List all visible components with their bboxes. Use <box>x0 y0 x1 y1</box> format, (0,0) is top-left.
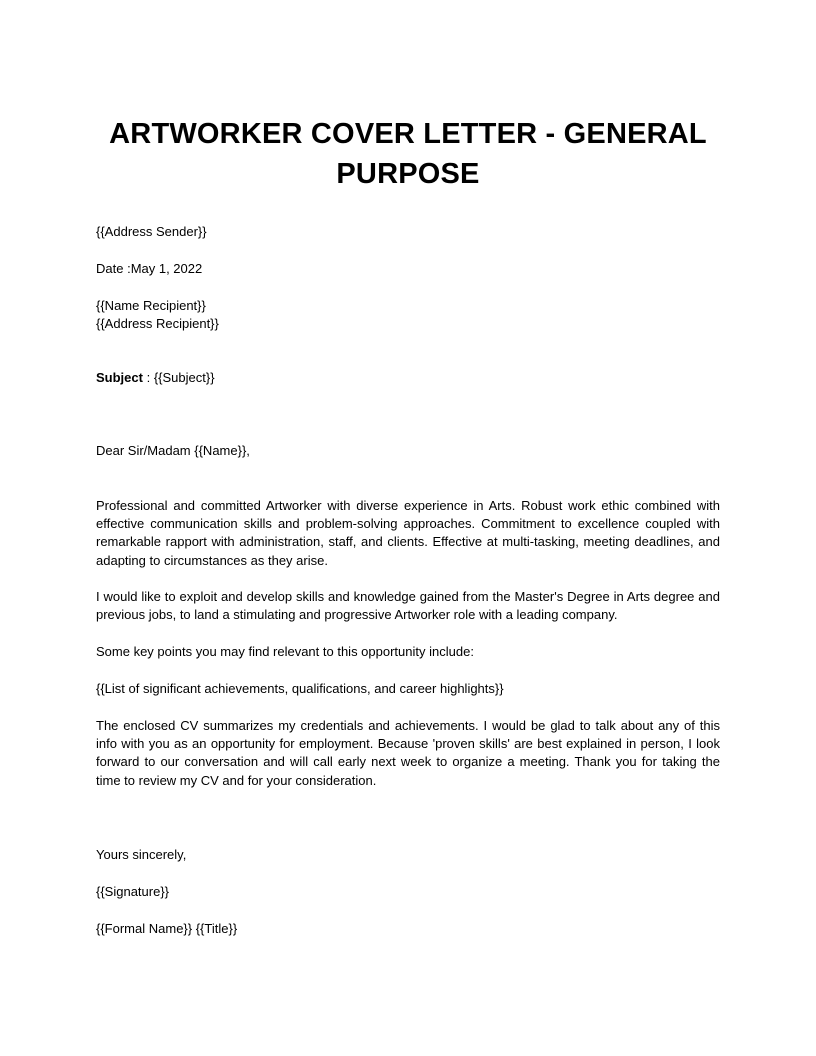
subject-value: {{Subject}} <box>153 370 215 385</box>
paragraph-closing: The enclosed CV summarizes my credentials and achievements. I would be glad to talk about any of this info with you as an opportunity for employment. Because 'proven skills' are best explained in person, I look forward to our conversation and will call early next week to organize a meeting. Thank you for taking the time to review my CV and for your consideration. <box>96 718 720 788</box>
recipient-name: {{Name Recipient}} <box>96 298 206 313</box>
document-title <box>96 114 720 194</box>
date-label: Date : <box>96 261 131 276</box>
sign-off: Yours sincerely, <box>96 847 187 862</box>
date-value: May 1, 2022 <box>130 261 203 276</box>
achievements-placeholder: {{List of significant achievements, qualifications, and career highlights}} <box>96 681 504 696</box>
sender-address: {{Address Sender}} <box>96 224 207 239</box>
document-title-line-2: PURPOSE <box>336 158 480 190</box>
signature-placeholder: {{Signature}} <box>96 884 170 899</box>
paragraph-goal: I would like to exploit and develop skills and knowledge gained from the Master's Degree in Arts degree and previous jobs, to land a stimulating and progressive Artworker role with a leading company. <box>96 589 720 623</box>
document-title-line-1: ARTWORKER COVER LETTER - GENERAL <box>109 118 707 150</box>
formal-name-title: {{Formal Name}} {{Title}} <box>96 921 238 936</box>
subject-separator: : <box>142 370 154 385</box>
date-line <box>96 260 202 278</box>
key-points-intro: Some key points you may find relevant to this opportunity include: <box>96 644 474 659</box>
recipient-address: {{Address Recipient}} <box>96 316 219 331</box>
subject-label: Subject <box>96 370 143 385</box>
paragraph-intro: Professional and committed Artworker with diverse experience in Arts. Robust work ethic combined with effective communication skills and problem-solving approaches. Commitment to excellence coupled with remarkable rapport with administration, staff, and clients. Effective at multi-tasking, meeting deadlines, and adapting to circumstances as they arise. <box>96 498 720 568</box>
subject-line <box>96 369 215 387</box>
salutation: Dear Sir/Madam {{Name}}, <box>96 443 250 458</box>
